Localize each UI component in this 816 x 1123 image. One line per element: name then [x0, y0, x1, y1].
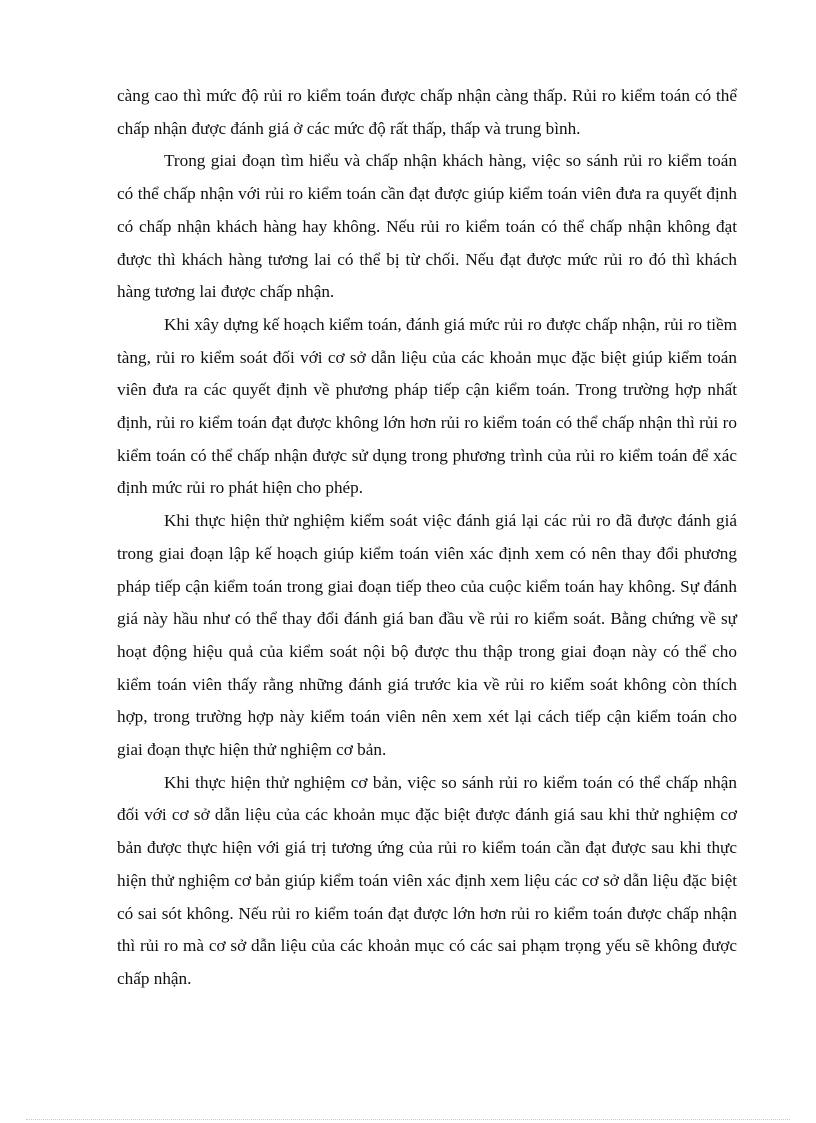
paragraph-substantive-testing: Khi thực hiện thử nghiệm cơ bản, việc so sánh rủi ro kiểm toán có thể chấp nhận đối với cơ sở dẫn liệu của các khoản mục đặc biệt được đánh giá sau khi thử nghiệm cơ bản được thực hiện với giá trị tương ứng của rủi ro kiểm toán cần đạt được sau khi thực hiện thử nghiệm cơ bản giúp kiểm toán viên xác định xem liệu các cơ sở dẫn liệu đặc biệt có sai sót không. Nếu rủi ro kiểm toán đạt được lớn hơn rủi ro kiểm toán được chấp nhận thì rủi ro mà cơ sở dẫn liệu của các khoản mục có các sai phạm trọng yếu sẽ không được chấp nhận.: [117, 772, 737, 988]
page-bottom-divider: [26, 1119, 790, 1120]
paragraph-continuation: càng cao thì mức độ rủi ro kiểm toán được chấp nhận càng thấp. Rủi ro kiểm toán có thể chấp nhận được đánh giá ở các mức độ rất thấp, thấp và trung bình.: [117, 86, 737, 138]
document-body: [117, 80, 737, 996]
paragraph-control-testing: Khi thực hiện thử nghiệm kiểm soát việc đánh giá lại các rủi ro đã được đánh giá trong giai đoạn lập kế hoạch giúp kiểm toán viên xác định xem có nên thay đổi phương pháp tiếp cận kiểm toán trong giai đoạn tiếp theo của cuộc kiểm toán hay không. Sự đánh giá này hầu như có thể thay đổi đánh giá ban đầu về rủi ro kiểm soát. Bằng chứng về sự hoạt động hiệu quả của kiểm soát nội bộ được thu thập trong giai đoạn này có thể cho kiểm toán viên thấy rằng những đánh giá trước kia về rủi ro kiểm soát không còn thích hợp, trong trường hợp này kiểm toán viên nên xem xét lại cách tiếp cận kiểm toán cho giai đoạn thực hiện thử nghiệm cơ bản.: [117, 511, 737, 760]
paragraph-client-acceptance: Trong giai đoạn tìm hiểu và chấp nhận khách hàng, việc so sánh rủi ro kiểm toán có thể chấp nhận với rủi ro kiểm toán cần đạt được giúp kiểm toán viên đưa ra quyết định có chấp nhận khách hàng hay không. Nếu rủi ro kiểm toán có thể chấp nhận không đạt được thì khách hàng tương lai có thể bị từ chối. Nếu đạt được mức rủi ro đó thì khách hàng tương lai được chấp nhận.: [117, 151, 737, 302]
paragraph-audit-planning: Khi xây dựng kế hoạch kiểm toán, đánh giá mức rủi ro được chấp nhận, rủi ro tiềm tàng, rủi ro kiểm soát đối với cơ sở dẫn liệu của các khoản mục đặc biệt giúp kiểm toán viên đưa ra các quyết định về phương pháp tiếp cận kiểm toán. Trong trường hợp nhất định, rủi ro kiểm toán đạt được không lớn hơn rủi ro kiểm toán có thể chấp nhận thì rủi ro kiểm toán có thể chấp nhận được sử dụng trong phương trình của rủi ro kiểm toán để xác định mức rủi ro phát hiện cho phép.: [117, 314, 737, 498]
